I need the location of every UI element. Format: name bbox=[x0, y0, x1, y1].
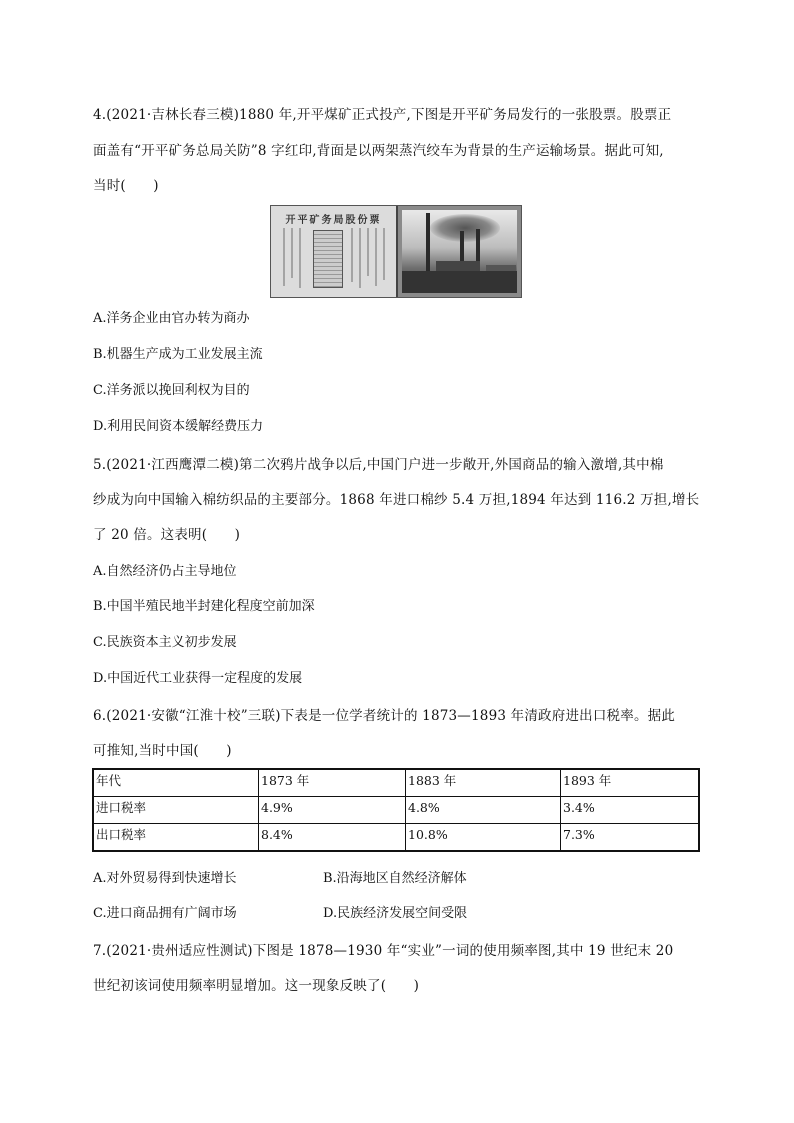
table-cell: 7.3% bbox=[561, 824, 700, 852]
table-cell: 进口税率 bbox=[93, 797, 259, 824]
stock-title: 开平矿务局股份票 bbox=[285, 215, 382, 226]
q6-option-a[interactable]: A.对外贸易得到快速增长 bbox=[93, 871, 237, 886]
q6-option-d[interactable]: D.民族经济发展空间受限 bbox=[323, 906, 468, 921]
steam-winch-scene-image bbox=[398, 206, 521, 297]
q4-option-d[interactable]: D.利用民间资本缓解经费压力 bbox=[93, 419, 264, 434]
seal-stamp-image bbox=[313, 230, 343, 288]
q6-option-b[interactable]: B.沿海地区自然经济解体 bbox=[323, 871, 467, 886]
q5-option-c[interactable]: C.民族资本主义初步发展 bbox=[93, 635, 237, 650]
q5-option-a[interactable]: A.自然经济仍占主导地位 bbox=[93, 564, 237, 579]
table-cell: 8.4% bbox=[259, 824, 406, 852]
q5-stem-line-2: 纱成为向中国输入棉纺织品的主要部分。1868 年进口棉纱 5.4 万担,1894 年达到 116.2 万担,增长 bbox=[93, 492, 700, 508]
q7-stem-line-2: 世纪初该词使用频率明显增加。这一现象反映了( ) bbox=[93, 978, 420, 994]
q6-stem-line-2: 可推知,当时中国( ) bbox=[93, 743, 232, 759]
table-cell: 出口税率 bbox=[93, 824, 259, 852]
q5-stem-line-1: 5.(2021·江西鹰潭二模)第二次鸦片战争以后,中国门户进一步敞开,外国商品的输入激增,其中棉 bbox=[93, 457, 664, 473]
q4-option-a[interactable]: A.洋务企业由官办转为商办 bbox=[93, 311, 250, 326]
table-cell: 4.8% bbox=[406, 797, 561, 824]
table-header-row bbox=[93, 769, 699, 797]
table-header-cell: 1883 年 bbox=[406, 769, 561, 797]
table-header-cell: 年代 bbox=[93, 769, 259, 797]
q5-option-b[interactable]: B.中国半殖民地半封建化程度空前加深 bbox=[93, 599, 315, 614]
q5-stem-line-3: 了 20 倍。这表明( ) bbox=[93, 527, 241, 543]
q6-stem-line-1: 6.(2021·安徽“江淮十校”三联)下表是一位学者统计的 1873—1893 年清政府进出口税率。据此 bbox=[93, 708, 676, 724]
q4-stem-line-2: 面盖有“开平矿务总局关防”8 字红印,背面是以两架蒸汽绞车为背景的生产运输场景。据此可知, bbox=[93, 143, 664, 159]
table-header-cell: 1893 年 bbox=[561, 769, 700, 797]
table-cell: 10.8% bbox=[406, 824, 561, 852]
stock-certificate-image bbox=[270, 205, 522, 298]
table-cell: 3.4% bbox=[561, 797, 700, 824]
q4-stem-line-1: 4.(2021·吉林长春三模)1880 年,开平煤矿正式投产,下图是开平矿务局发行的一张股票。股票正 bbox=[93, 107, 672, 123]
q7-stem-line-1: 7.(2021·贵州适应性测试)下图是 1878—1930 年“实业”一词的使用频率图,其中 19 世纪末 20 bbox=[93, 943, 674, 959]
tax-rate-table bbox=[92, 768, 700, 852]
table-header-cell: 1873 年 bbox=[259, 769, 406, 797]
q6-option-c[interactable]: C.进口商品拥有广阔市场 bbox=[93, 906, 237, 921]
q4-stem-line-3: 当时( ) bbox=[93, 178, 159, 194]
q4-option-b[interactable]: B.机器生产成为工业发展主流 bbox=[93, 347, 263, 362]
q5-option-d[interactable]: D.中国近代工业获得一定程度的发展 bbox=[93, 671, 303, 686]
table-cell: 4.9% bbox=[259, 797, 406, 824]
table-row bbox=[93, 824, 699, 852]
stock-front-image bbox=[271, 206, 398, 297]
q4-option-c[interactable]: C.洋务派以挽回利权为目的 bbox=[93, 383, 250, 398]
table-row bbox=[93, 797, 699, 824]
